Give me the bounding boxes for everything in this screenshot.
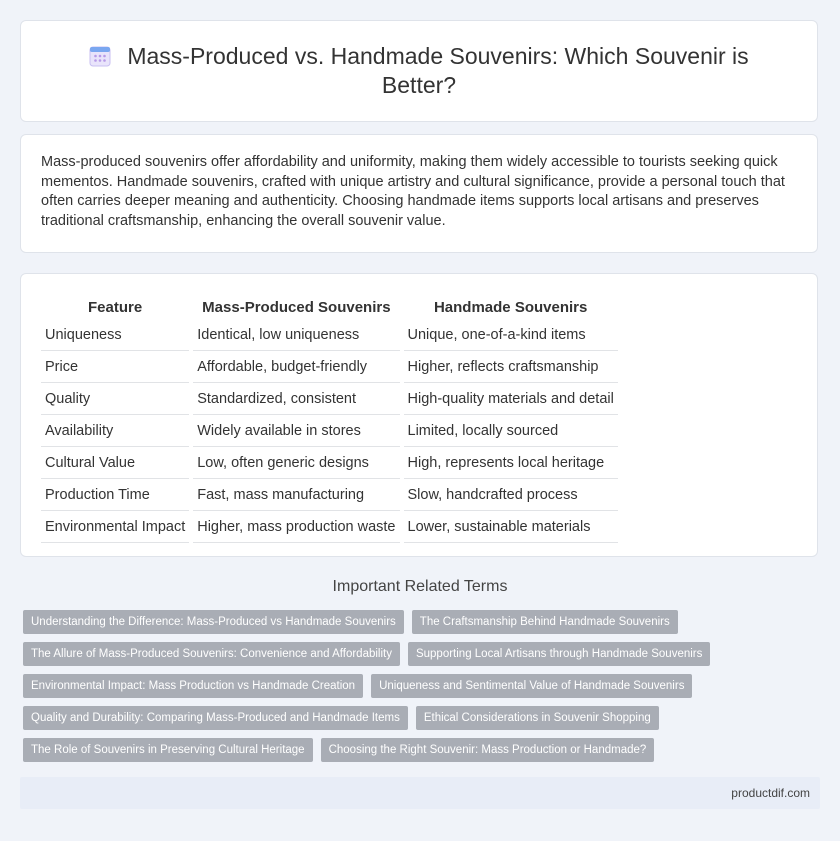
header-feature: Feature (88, 299, 143, 316)
cell-handmade: Limited, locally sourced (404, 415, 618, 447)
footer-site-link[interactable]: productdif.com (731, 786, 810, 800)
related-term-link[interactable]: Choosing the Right Souvenir: Mass Production or Handmade? (321, 738, 655, 762)
cell-handmade: High, represents local heritage (404, 447, 618, 479)
table-row (41, 383, 618, 415)
cell-handmade: Lower, sustainable materials (404, 511, 618, 543)
cell-mass-produced: Fast, mass manufacturing (193, 479, 399, 511)
cell-handmade: Unique, one-of-a-kind items (404, 319, 618, 351)
tag-row (23, 674, 823, 698)
cell-mass-produced: Identical, low uniqueness (193, 319, 399, 351)
header-handmade: Handmade Souvenirs (433, 299, 588, 316)
cell-feature: Environmental Impact (41, 511, 189, 543)
cell-mass-produced: Low, often generic designs (193, 447, 399, 479)
page-title: Mass-Produced vs. Handmade Souvenirs: Which Souvenir is Better? (127, 43, 749, 98)
title-card (20, 20, 818, 122)
title-wrap (59, 42, 779, 100)
cell-handmade: High-quality materials and detail (404, 383, 618, 415)
related-term-link[interactable]: Supporting Local Artisans through Handmade Souvenirs (408, 642, 710, 666)
related-term-link[interactable]: Quality and Durability: Comparing Mass-Produced and Handmade Items (23, 706, 408, 730)
comparison-table (37, 292, 622, 543)
related-terms-heading: Important Related Terms (332, 578, 508, 595)
related-terms-list (23, 610, 823, 770)
related-term-link[interactable]: Uniqueness and Sentimental Value of Handmade Souvenirs (371, 674, 692, 698)
cell-feature: Availability (41, 415, 189, 447)
cell-feature: Production Time (41, 479, 189, 511)
cell-feature: Price (41, 351, 189, 383)
related-term-link[interactable]: The Allure of Mass-Produced Souvenirs: Convenience and Affordability (23, 642, 400, 666)
table-row (41, 479, 618, 511)
related-term-link[interactable]: The Craftsmanship Behind Handmade Souvenirs (412, 610, 678, 634)
related-term-link[interactable]: Environmental Impact: Mass Production vs Handmade Creation (23, 674, 363, 698)
table-header-row (41, 292, 618, 319)
tag-row (23, 738, 823, 762)
cell-mass-produced: Higher, mass production waste (193, 511, 399, 543)
cell-feature: Cultural Value (41, 447, 189, 479)
table-row (41, 447, 618, 479)
related-term-link[interactable]: Ethical Considerations in Souvenir Shopping (416, 706, 659, 730)
cell-feature: Uniqueness (41, 319, 189, 351)
intro-card (20, 134, 818, 253)
cell-handmade: Higher, reflects craftsmanship (404, 351, 618, 383)
calendar-grid-icon (89, 45, 111, 67)
cell-feature: Quality (41, 383, 189, 415)
tag-row (23, 706, 823, 730)
cell-mass-produced: Affordable, budget-friendly (193, 351, 399, 383)
tag-row (23, 610, 823, 634)
table-row (41, 415, 618, 447)
comparison-card (20, 273, 818, 557)
cell-handmade: Slow, handcrafted process (404, 479, 618, 511)
footer (20, 777, 820, 809)
cell-mass-produced: Standardized, consistent (193, 383, 399, 415)
table-row (41, 511, 618, 543)
table-row (41, 319, 618, 351)
intro-paragraph: Mass-produced souvenirs offer affordability and uniformity, making them widely accessible to tourists seeking quick mementos. Handmade souvenirs, crafted with unique artistry and cultural significance, provide a personal touch that often carries deeper meaning and authenticity. Choosing handmade items supports local artisans and preserves traditional craftsmanship, enhancing the overall souvenir value. (41, 154, 785, 229)
header-mass-produced: Mass-Produced Souvenirs (202, 299, 391, 316)
tag-row (23, 642, 823, 666)
table-row (41, 351, 618, 383)
cell-mass-produced: Widely available in stores (193, 415, 399, 447)
related-term-link[interactable]: The Role of Souvenirs in Preserving Cultural Heritage (23, 738, 313, 762)
related-term-link[interactable]: Understanding the Difference: Mass-Produced vs Handmade Souvenirs (23, 610, 404, 634)
